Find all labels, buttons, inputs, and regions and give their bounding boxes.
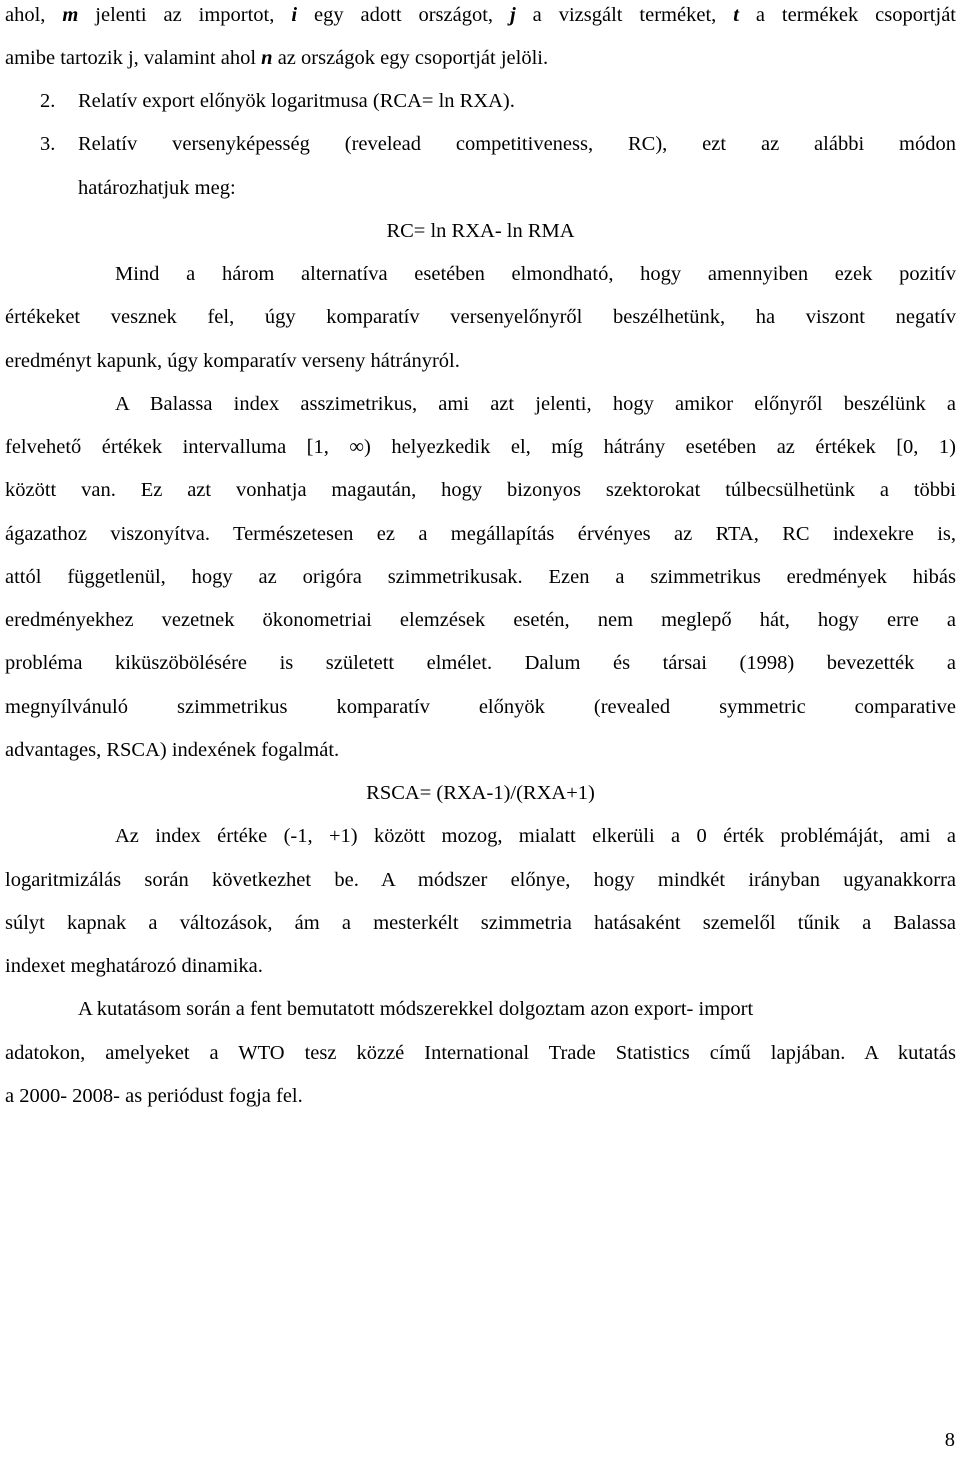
formula-rc: RC= ln RXA- ln RMA	[386, 220, 575, 242]
variable-n: n	[261, 47, 273, 69]
paragraph-line: indexet meghatározó dinamika.	[5, 955, 263, 977]
paragraph-line: attól függetlenül, hogy az origóra szimmetrikusak. Ezen a szimmetrikus eredmények hibás	[5, 566, 956, 588]
variable-j: j	[510, 4, 516, 26]
paragraph-line: súlyt kapnak a változások, ám a mesterkélt szimmetria hatásaként szemelől tűnik a Balassa	[5, 912, 956, 934]
intro-text: amibe tartozik j, valamint ahol	[5, 47, 262, 69]
paragraph-line: A Balassa index asszimetrikus, ami azt jelenti, hogy amikor előnyről beszélünk a	[115, 393, 956, 415]
list-item-3-line-1: Relatív versenyképesség (revelead competitiveness, RC), ezt az alábbi módon	[78, 133, 956, 155]
intro-text: az országok egy csoportját jelöli.	[272, 47, 549, 69]
paragraph-line: értékeket vesznek fel, úgy komparatív versenyelőnyről beszélhetünk, ha viszont negatív	[5, 306, 956, 328]
paragraph-line: eredményt kapunk, úgy komparatív verseny hátrányról.	[5, 350, 460, 372]
list-number-2: 2.	[40, 90, 56, 112]
paragraph-line: logaritmizálás során következhet be. A módszer előnye, hogy mindkét irányban ugyanakkorra	[5, 869, 956, 891]
variable-i: i	[291, 4, 298, 26]
formula-rsca: RSCA= (RXA-1)/(RXA+1)	[366, 782, 595, 804]
paragraph-line: adatokon, amelyeket a WTO tesz közzé International Trade Statistics című lapjában. A kutatás	[5, 1042, 956, 1064]
intro-text: jelenti az importot,	[78, 4, 292, 26]
intro-text: ahol,	[5, 4, 63, 26]
paragraph-line: ágazathoz viszonyítva. Természetesen ez a megállapítás érvényes az RTA, RC indexekre is,	[5, 523, 956, 545]
variable-t: t	[733, 4, 739, 26]
list-number-3: 3.	[40, 133, 56, 155]
paragraph-line: advantages, RSCA) indexének fogalmát.	[5, 739, 340, 761]
paragraph-line: a 2000- 2008- as periódust fogja fel.	[5, 1085, 303, 1107]
paragraph-line: probléma kiküszöbölésére is született elmélet. Dalum és társai (1998) bevezették a	[5, 652, 956, 674]
intro-text: a vizsgált terméket,	[515, 4, 734, 26]
paragraph-line: felvehető értékek intervalluma [1, ∞) helyezkedik el, míg hátrány esetében az értékek [0, 1)	[5, 436, 956, 458]
variable-m: m	[62, 4, 79, 26]
page-number: 8	[944, 1429, 955, 1451]
paragraph-line: Mind a három alternatíva esetében elmondható, hogy amennyiben ezek pozitív	[115, 263, 956, 285]
list-item-3-line-2: határozhatjuk meg:	[78, 177, 236, 199]
paragraph-line: Az index értéke (-1, +1) között mozog, mialatt elkerüli a 0 érték problémáját, ami a	[115, 825, 956, 847]
list-item-2: Relatív export előnyök logaritmusa (RCA= ln RXA).	[78, 90, 515, 112]
intro-line-2	[5, 48, 956, 69]
intro-text: egy adott országot,	[297, 4, 510, 26]
paragraph-line: A kutatásom során a fent bemutatott módszerekkel dolgoztam azon export- import	[78, 998, 754, 1020]
paragraph-line: megnyílvánuló szimmetrikus komparatív előnyök (revealed symmetric comparative	[5, 696, 956, 718]
paragraph-line: között van. Ez azt vonhatja magaután, hogy bizonyos szektorokat túlbecsülhetünk a többi	[5, 479, 956, 501]
intro-line-1	[5, 5, 956, 26]
intro-text: a termékek csoportját	[738, 4, 956, 26]
paragraph-line: eredményekhez vezetnek ökonometriai elemzések esetén, nem meglepő hát, hogy erre a	[5, 609, 956, 631]
